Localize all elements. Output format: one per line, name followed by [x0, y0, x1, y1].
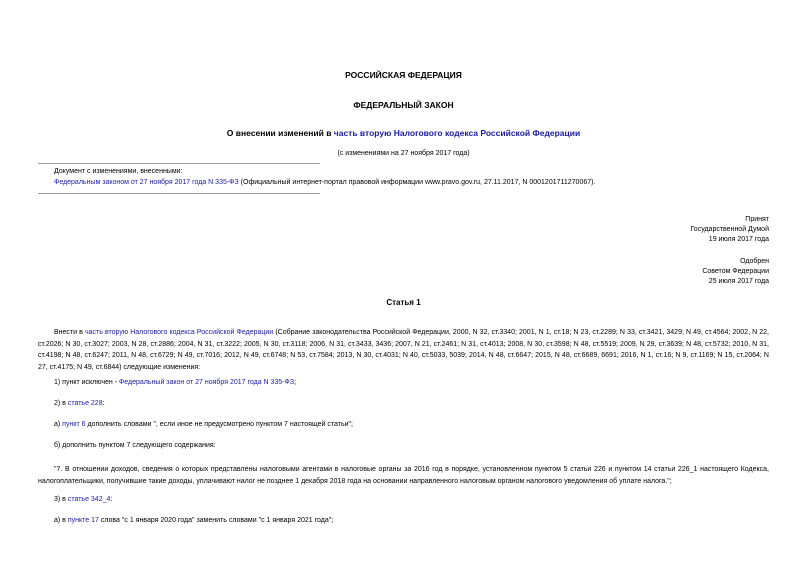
title-prefix: О внесении изменений в	[226, 128, 334, 138]
approved-label: Одобрен	[740, 258, 769, 265]
item-2-link[interactable]: статье 228	[67, 400, 103, 407]
item-1-text: 1) пункт исключен -	[54, 379, 119, 386]
item-3-end: :	[110, 496, 113, 503]
accepted-body: Государственной Думой	[690, 226, 769, 233]
item-2-text: 2) в	[54, 400, 68, 407]
item-2b: б) дополнить пунктом 7 следующего содержания:	[54, 442, 216, 449]
item-1	[54, 379, 296, 387]
article-intro	[38, 327, 769, 373]
country-heading: РОССИЙСКАЯ ФЕДЕРАЦИЯ	[345, 70, 462, 80]
accepted-label: Принят	[745, 216, 769, 223]
accepted-date: 19 июля 2017 года	[708, 236, 769, 243]
item-3a-end: слова "с 1 января 2020 года" заменить словами "с 1 января 2021 года";	[98, 517, 334, 524]
intro-text: (Собрание законодательства Российской Федерации, 2000, N 32, ст.3340; 2001, N 1, ст.18; N 23, ст.2289; N 33, ст.3421, 3429; N 49, ст.4564; 2002, N 22, ст.2026; N 30, ст.3027; 2003, N 28, ст.2886; 2004, N 31, ст.3222; 2005, N 30, ст.3118; 2006, N 31, ст.3433, 3436; 2007, N 21, ст.2461; N 31, ст.4013; 2008, N 30, ст.3598; N 48, ст.5519; 2009, N 29, ст.3639; N 48, ст.5732; 2010, N 31, ст.4198; N 48, ст.6247; 2011, N 48, ст.6729; N 49, ст.7016; 2012, N 49, ст.6748; N 53, ст.7584; 2013, N 30, ст.4031; N 40, ст.5033, 5039; 2014, N 48, ст.6647; 2015, N 48, ст.6689, 6691; 2016, N 1, ст.16; N 9, ст.1169; N 15, ст.2064; N 27, ст.4175; N 49, ст.6844) следующие изменения:	[38, 329, 769, 371]
item-2a-text: а)	[54, 421, 63, 428]
document-title	[0, 128, 807, 138]
item-3a-link[interactable]: пункте 17	[67, 517, 99, 524]
item-3-link[interactable]: статье 342_4	[67, 496, 111, 503]
item-2a	[54, 421, 353, 429]
approved-block	[702, 257, 769, 287]
item-2a-link[interactable]: пункт 6	[62, 421, 86, 428]
revision-note: (с изменениями на 27 ноября 2017 года)	[337, 150, 470, 157]
item-2a-end: дополнить словами ", если иное не предусмотрено пунктом 7 настоящей статьи";	[85, 421, 353, 428]
changes-line	[54, 179, 595, 187]
item-2-end: :	[102, 400, 105, 407]
divider-bottom	[38, 193, 320, 194]
title-link[interactable]: часть вторую Налогового кодекса Российской Федерации	[333, 128, 581, 138]
item-3a	[54, 517, 333, 525]
intro-prefix: Внести в	[54, 329, 85, 336]
item-2	[54, 400, 105, 408]
item-3-text: 3) в	[54, 496, 68, 503]
changes-intro: Документ с изменениями, внесенными:	[54, 168, 183, 175]
divider-top	[38, 163, 320, 164]
intro-code-link[interactable]: часть вторую Налогового кодекса Российской Федерации	[84, 329, 274, 336]
law-type-heading: ФЕДЕРАЛЬНЫЙ ЗАКОН	[353, 100, 454, 110]
article-heading: Статья 1	[386, 298, 421, 307]
item-1-end: ;	[294, 379, 297, 386]
changes-source: (Официальный интернет-портал правовой информации www.pravo.gov.ru, 27.11.2017, N 0001201711270067).	[238, 179, 596, 186]
accepted-block	[690, 215, 769, 245]
item-2b-quote: "7. В отношении доходов, сведения о которых представлены налоговыми агентами в налоговые органы за 2016 год в порядке, установленном пунктом 5 статьи 226 и пунктом 14 статьи 226_1 настоящего Кодекса, налогоплательщики, получившие такие доходы, уплачивают налог не позднее 1 декабря 2018 года на основании направленного налоговым органом налогового уведомления об уплате налога.";	[38, 466, 769, 485]
item-3a-text: а) в	[54, 517, 68, 524]
item-3	[54, 496, 112, 504]
approved-body: Советом Федерации	[702, 268, 769, 275]
approved-date: 25 июля 2017 года	[708, 278, 769, 285]
changes-law-link[interactable]: Федеральным законом от 27 ноября 2017 года N 335-ФЗ	[54, 179, 239, 186]
item-1-link[interactable]: Федеральный закон от 27 ноября 2017 года N 335-ФЗ	[118, 379, 295, 386]
